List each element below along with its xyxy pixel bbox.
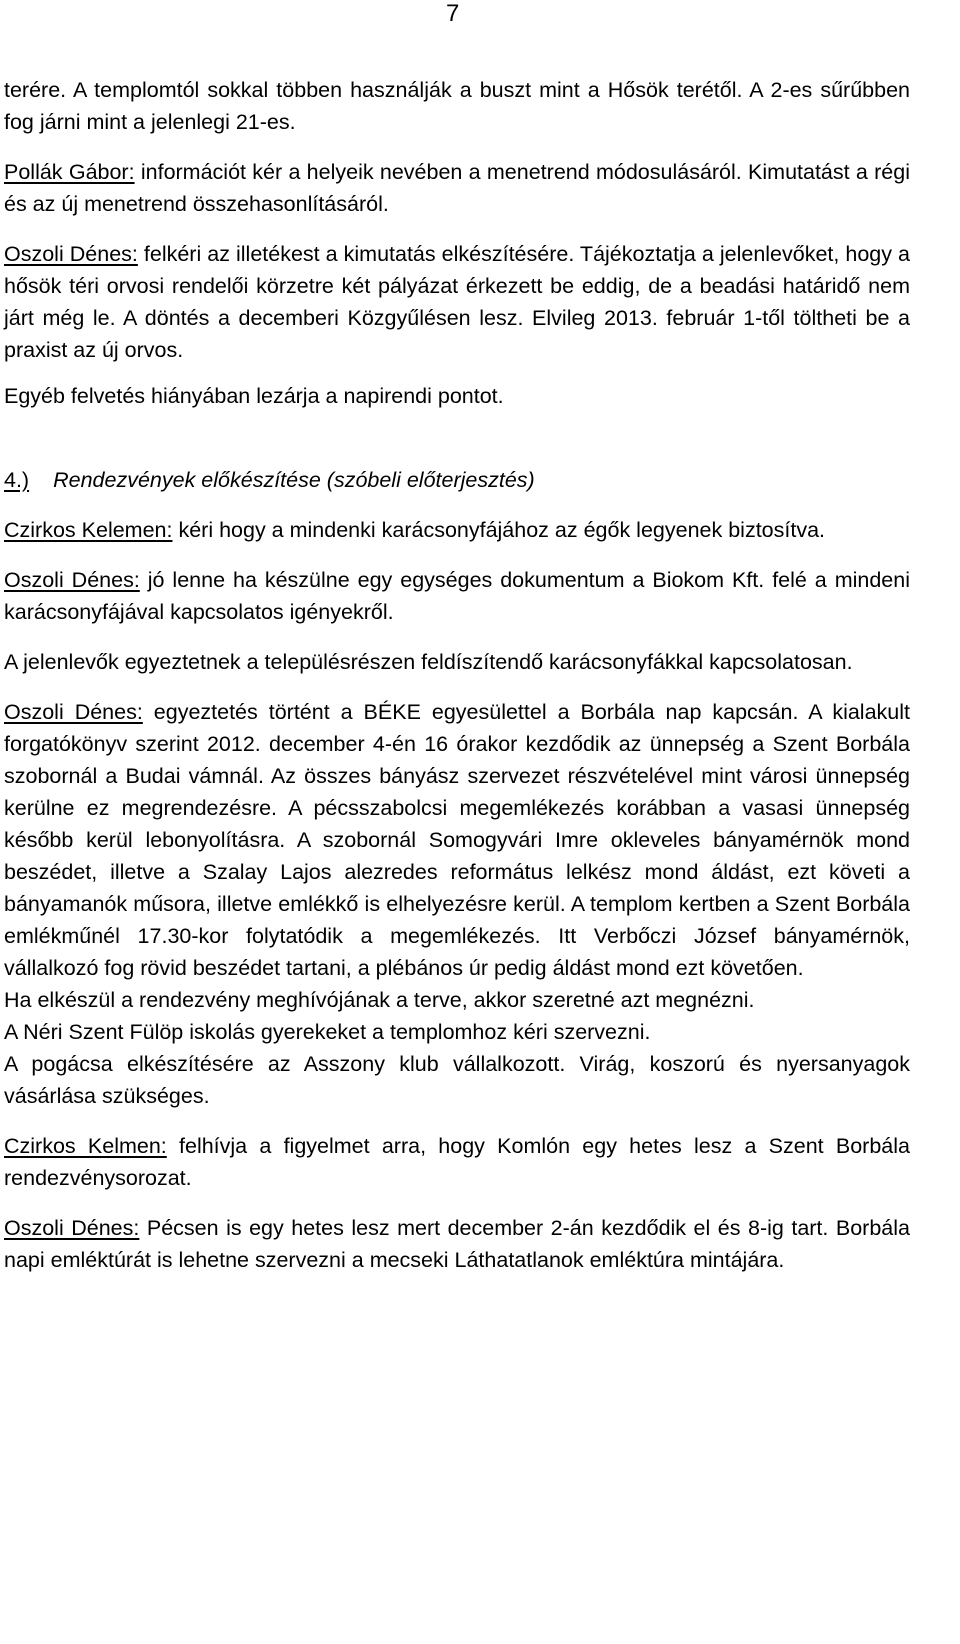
paragraph-text: A pogácsa elkészítésére az Asszony klub vállalkozott. Virág, koszorú és nyersanyagok vásárlása szükséges.: [4, 1052, 910, 1108]
paragraph-oszoli-3: [4, 696, 910, 984]
paragraph-jelenlevok: [4, 646, 910, 678]
speaker-name: Pollák Gábor:: [4, 160, 135, 184]
paragraph-closing: [4, 380, 910, 412]
speaker-name: Oszoli Dénes:: [4, 700, 143, 724]
paragraph-text: jó lenne ha készülne egy egységes dokumentum a Biokom Kft. felé a mindeni karácsonyfájával kapcsolatos igényekről.: [4, 568, 910, 624]
paragraph-pollak: [4, 156, 910, 220]
paragraph-text: A Néri Szent Fülöp iskolás gyerekeket a templomhoz kéri szervezni.: [4, 1020, 651, 1044]
page-number: 7: [446, 0, 460, 27]
paragraph-text: felkéri az illetékest a kimutatás elkészítésére. Tájékoztatja a jelenlevőket, hogy a hősök téri orvosi rendelői körzetre két pályázat érkezett be eddig, de a beadási határidő nem járt még le. A döntés a decemberi Közgyűlésen lesz. Elvileg 2013. február 1-től töltheti be a praxist az új orvos.: [4, 242, 910, 362]
paragraph-text: Pécsen is egy hetes lesz mert december 2-án kezdődik el és 8-ig tart. Borbála napi emléktúrát is lehetne szervezni a mecseki Láthatatlanok emléktúra mintájára.: [4, 1216, 910, 1272]
paragraph-oszoli-1: [4, 238, 910, 366]
document-body: [4, 74, 910, 1276]
paragraph-czirkos-2: [4, 1130, 910, 1194]
speaker-name: Oszoli Dénes:: [4, 568, 140, 592]
paragraph-text: Egyéb felvetés hiányában lezárja a napirendi pontot.: [4, 384, 504, 408]
paragraph-neri: [4, 1016, 910, 1048]
speaker-name: Czirkos Kelmen:: [4, 1134, 167, 1158]
section-number: 4.): [4, 468, 30, 492]
section-title: Rendezvények előkészítése (szóbeli előterjesztés): [53, 468, 535, 492]
paragraph-meghivo: [4, 984, 910, 1016]
section-heading: [4, 464, 910, 496]
speaker-name: Oszoli Dénes:: [4, 242, 138, 266]
speaker-name: Oszoli Dénes:: [4, 1216, 140, 1240]
paragraph-oszoli-2: [4, 564, 910, 628]
speaker-name: Czirkos Kelemen:: [4, 518, 173, 542]
paragraph-text: egyeztetés történt a BÉKE egyesülettel a Borbála nap kapcsán. A kialakult forgatókönyv szerint 2012. december 4-én 16 órakor kezdődik az ünnepség a Szent Borbála szobornál a Budai vámnál. Az összes bányász szervezet részvételével mint városi ünnepség kerülne ez megrendezésre. A pécsszabolcsi megemlékezés korábban a vasasi ünnepség később kerül lebonyolításra. A szobornál Somogyvári Imre okleveles bányamérnök mond beszédet, illetve a Szalay Lajos alezredes református lelkész mond áldást, ezt követi a bányamanók műsora, illetve emlékkő is elhelyezésre kerül. A templom kertben a Szent Borbála emlékműnél 17.30-kor folytatódik a megemlékezés. Itt Verbőczi József bányamérnök, vállalkozó fog rövid beszédet tartani, a plébános úr pedig áldást mond ezt követően.: [4, 700, 910, 980]
paragraph-pogacsa: [4, 1048, 910, 1112]
paragraph-text: kéri hogy a mindenki karácsonyfájához az égők legyenek biztosítva.: [172, 518, 826, 542]
paragraph-intro: [4, 74, 910, 138]
paragraph-oszoli-4: [4, 1212, 910, 1276]
paragraph-text: felhívja a figyelmet arra, hogy Komlón egy hetes lesz a Szent Borbála rendezvénysorozat.: [4, 1134, 910, 1190]
paragraph-text: terére. A templomtól sokkal többen használják a buszt mint a Hősök terétől. A 2-es sűrűbben fog járni mint a jelenlegi 21-es.: [4, 78, 910, 134]
paragraph-text: információt kér a helyeik nevében a menetrend módosulásáról. Kimutatást a régi és az új menetrend összehasonlításáról.: [4, 160, 910, 216]
paragraph-text: A jelenlevők egyeztetnek a településrészen feldíszítendő karácsonyfákkal kapcsolatosan.: [4, 650, 853, 674]
paragraph-czirkos-1: [4, 514, 910, 546]
paragraph-text: Ha elkészül a rendezvény meghívójának a terve, akkor szeretné azt megnézni.: [4, 988, 755, 1012]
